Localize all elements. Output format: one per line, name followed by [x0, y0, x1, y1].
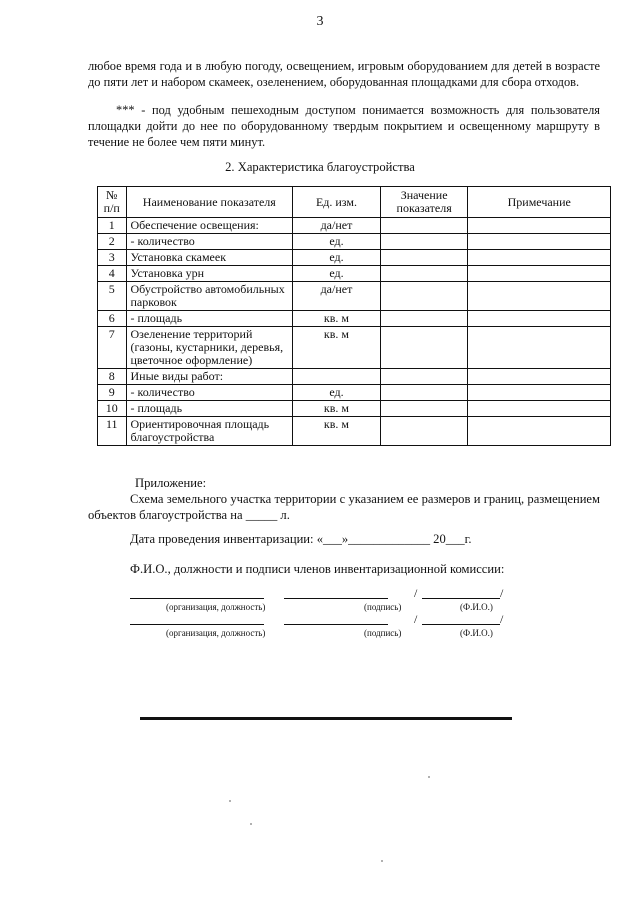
row-value-cell[interactable]: [380, 369, 468, 385]
row-value-cell[interactable]: [380, 234, 468, 250]
row-value-cell[interactable]: [380, 218, 468, 234]
row-unit: да/нет: [293, 282, 381, 311]
table-row: [98, 385, 611, 401]
table-row: [98, 250, 611, 266]
intro-paragraph-2: *** - под удобным пешеходным доступом понимается возможность для пользователя площадки дойти до нее по оборудованному твердым покрытием и освещенному маршруту в течение не более чем пяти минут.: [88, 103, 600, 149]
row-num: 9: [98, 385, 127, 401]
table-row: [98, 369, 611, 385]
table-row: [98, 282, 611, 311]
org-position-caption: (организация, должность): [166, 602, 266, 612]
row-value-cell[interactable]: [380, 266, 468, 282]
row-unit: кв. м: [293, 401, 381, 417]
commission-title: Ф.И.О., должности и подписи членов инвентаризационной комиссии:: [130, 562, 505, 576]
table-row: [98, 234, 611, 250]
characteristics-table: [97, 186, 611, 446]
row-num: 5: [98, 282, 127, 311]
table-row: [98, 311, 611, 327]
row-value-cell[interactable]: [380, 311, 468, 327]
row-note-cell[interactable]: [468, 250, 611, 266]
appendix-text: Схема земельного участка территории с указанием ее размеров и границ, размещением объектов благоустройства на _____ л.: [88, 492, 600, 522]
page-number: 3: [316, 14, 324, 29]
row-num: 10: [98, 401, 127, 417]
row-value-cell[interactable]: [380, 401, 468, 417]
header-name: Наименование показателя: [126, 187, 293, 218]
table-header-row: [98, 187, 611, 218]
row-note-cell[interactable]: [468, 234, 611, 250]
row-note-cell[interactable]: [468, 218, 611, 234]
table-row: [98, 218, 611, 234]
signature-row: [130, 586, 530, 614]
header-num: № п/п: [98, 187, 127, 218]
row-num: 3: [98, 250, 127, 266]
row-value-cell[interactable]: [380, 250, 468, 266]
fio-line[interactable]: [422, 598, 500, 599]
org-position-line[interactable]: [130, 624, 264, 625]
org-position-line[interactable]: [130, 598, 264, 599]
slash-open: /: [414, 612, 418, 626]
inventory-date-line: Дата проведения инвентаризации: «___»_____________ 20___г.: [130, 532, 472, 546]
row-note-cell[interactable]: [468, 327, 611, 369]
signature-caption: (подпись): [364, 602, 402, 612]
fio-caption: (Ф.И.О.): [460, 628, 493, 638]
row-num: 6: [98, 311, 127, 327]
row-note-cell[interactable]: [468, 385, 611, 401]
row-unit: [293, 369, 381, 385]
row-note-cell[interactable]: [468, 369, 611, 385]
row-unit: кв. м: [293, 311, 381, 327]
slash-close: /: [500, 586, 504, 600]
row-note-cell[interactable]: [468, 417, 611, 446]
row-note-cell[interactable]: [468, 282, 611, 311]
row-name: Установка урн: [126, 266, 293, 282]
scan-speck: [250, 823, 252, 825]
scan-speck: [229, 800, 231, 802]
scan-speck: [381, 860, 383, 862]
row-unit: ед.: [293, 266, 381, 282]
row-name: Ориентировочная площадь благоустройства: [126, 417, 293, 446]
signature-row: [130, 612, 530, 640]
row-unit: ед.: [293, 250, 381, 266]
row-name: - площадь: [126, 401, 293, 417]
row-num: 7: [98, 327, 127, 369]
row-unit: ед.: [293, 234, 381, 250]
row-name: - количество: [126, 234, 293, 250]
bottom-rule: [140, 717, 512, 720]
row-value-cell[interactable]: [380, 385, 468, 401]
row-unit: кв. м: [293, 417, 381, 446]
table-row: [98, 401, 611, 417]
table-row: [98, 417, 611, 446]
row-name: Озеленение территорий (газоны, кустарники, деревья, цветочное оформление): [126, 327, 293, 369]
fio-line[interactable]: [422, 624, 500, 625]
row-value-cell[interactable]: [380, 417, 468, 446]
table-row: [98, 327, 611, 369]
header-unit: Ед. изм.: [293, 187, 381, 218]
row-num: 1: [98, 218, 127, 234]
signature-line[interactable]: [284, 598, 388, 599]
row-name: Обеспечение освещения:: [126, 218, 293, 234]
row-name: Установка скамеек: [126, 250, 293, 266]
org-position-caption: (организация, должность): [166, 628, 266, 638]
row-num: 11: [98, 417, 127, 446]
appendix-label: Приложение:: [135, 476, 207, 490]
signature-caption: (подпись): [364, 628, 402, 638]
row-unit: кв. м: [293, 327, 381, 369]
fio-caption: (Ф.И.О.): [460, 602, 493, 612]
slash-open: /: [414, 586, 418, 600]
row-value-cell[interactable]: [380, 282, 468, 311]
row-note-cell[interactable]: [468, 311, 611, 327]
header-value: Значение показателя: [380, 187, 468, 218]
section-title: 2. Характеристика благоустройства: [225, 160, 415, 174]
row-name: - площадь: [126, 311, 293, 327]
row-unit: ед.: [293, 385, 381, 401]
slash-close: /: [500, 612, 504, 626]
header-note: Примечание: [468, 187, 611, 218]
row-name: - количество: [126, 385, 293, 401]
row-num: 2: [98, 234, 127, 250]
scan-speck: [428, 776, 430, 778]
row-num: 4: [98, 266, 127, 282]
row-note-cell[interactable]: [468, 401, 611, 417]
row-value-cell[interactable]: [380, 327, 468, 369]
table-row: [98, 266, 611, 282]
signature-line[interactable]: [284, 624, 388, 625]
intro-paragraph-1: любое время года и в любую погоду, освещением, игровым оборудованием для детей в возрасте до пяти лет и набором скамеек, озеленением, оборудованная площадками для сбора отходов.: [88, 59, 600, 89]
row-unit: да/нет: [293, 218, 381, 234]
row-num: 8: [98, 369, 127, 385]
row-note-cell[interactable]: [468, 266, 611, 282]
row-name: Иные виды работ:: [126, 369, 293, 385]
row-name: Обустройство автомобильных парковок: [126, 282, 293, 311]
